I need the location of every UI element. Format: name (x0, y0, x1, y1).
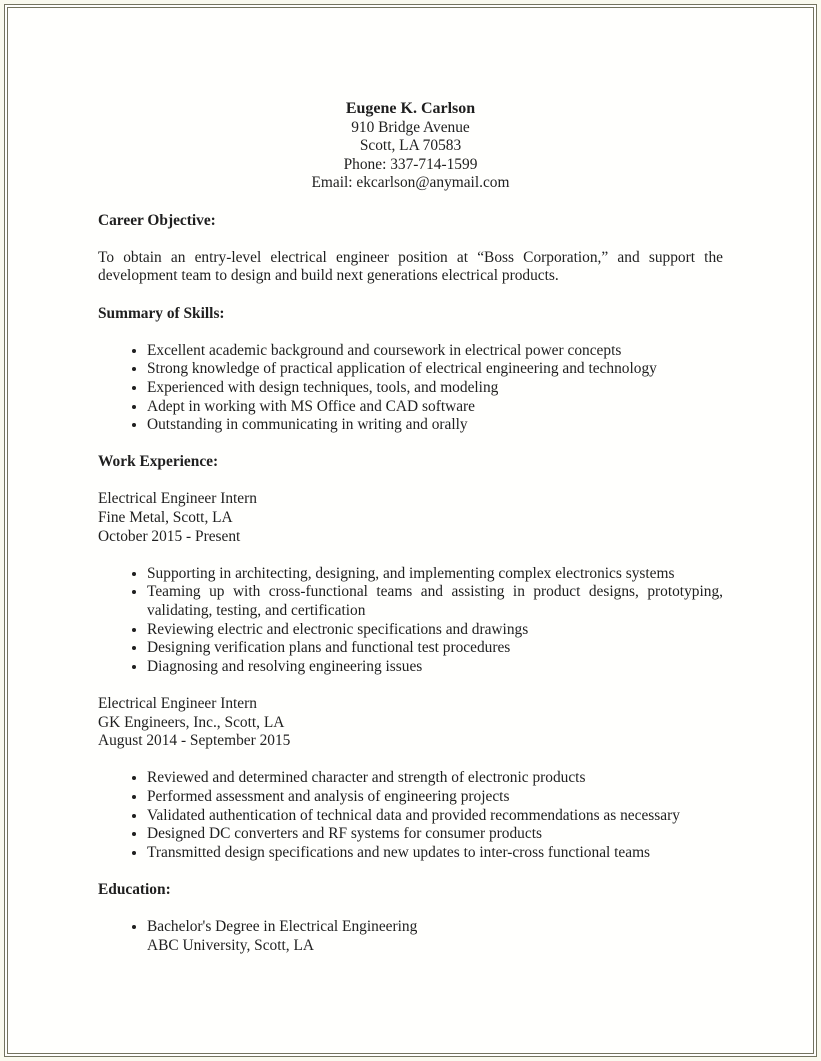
education-list (98, 918, 723, 955)
duty-item: • Designed DC converters and RF systems for consumer products (147, 825, 723, 844)
job-company: Fine Metal, Scott, LA (98, 509, 233, 527)
duty-item: • Designing verification plans and functional test procedures (147, 639, 723, 658)
education-school: ABC University, Scott, LA (147, 936, 315, 954)
job-dates: August 2014 - September 2015 (98, 732, 291, 750)
resume-page (4, 4, 817, 1057)
contact-header (98, 100, 723, 193)
education-degree: • Bachelor's Degree in Electrical Engineering (147, 918, 418, 936)
address-line-1: 910 Bridge Avenue (351, 118, 470, 136)
education-item (147, 918, 723, 955)
section-heading-career-objective: Career Objective: (98, 211, 216, 229)
job-title: Electrical Engineer Intern (98, 490, 257, 508)
skill-item: • Excellent academic background and coursework in electrical power concepts (147, 342, 723, 361)
career-objective-text: To obtain an entry-level electrical engineer position at “Boss Corporation,” and support the development team to design and build next generations electrical products. (98, 248, 723, 285)
duty-item: • Reviewed and determined character and strength of electronic products (147, 769, 723, 788)
duty-item: • Diagnosing and resolving engineering issues (147, 658, 723, 677)
skill-item: • Adept in working with MS Office and CAD software (147, 398, 723, 417)
section-heading-education: Education: (98, 880, 171, 898)
duty-item: • Teaming up with cross-functional teams and assisting in product designs, prototyping, validating, testing, and certification (147, 583, 723, 620)
job-title: Electrical Engineer Intern (98, 695, 257, 712)
address-line-2: Scott, LA 70583 (359, 137, 462, 155)
skills-list (98, 342, 723, 435)
skill-item: • Outstanding in communicating in writing and orally (147, 416, 723, 435)
email-line: Email: ekcarlson@anymail.com (311, 174, 510, 192)
duty-item: • Performed assessment and analysis of engineering projects (147, 788, 723, 807)
job-company: GK Engineers, Inc., Scott, LA (98, 713, 285, 731)
skill-item: • Strong knowledge of practical application of electrical engineering and technology (147, 360, 723, 379)
duty-item: • Transmitted design specifications and new updates to inter-cross functional teams (147, 844, 723, 863)
job-duties-list (98, 769, 723, 862)
section-heading-summary-of-skills: Summary of Skills: (98, 304, 225, 322)
skill-item: • Experienced with design techniques, tools, and modeling (147, 379, 723, 398)
job-header (98, 695, 723, 751)
candidate-name: Eugene K. Carlson (345, 100, 476, 117)
duty-item: • Validated authentication of technical data and provided recommendations as necessary (147, 807, 723, 826)
job-header (98, 490, 723, 546)
duty-item: • Reviewing electric and electronic specifications and drawings (147, 621, 723, 640)
phone-line: Phone: 337-714-1599 (343, 155, 478, 173)
job-duties-list (98, 565, 723, 677)
section-heading-work-experience: Work Experience: (98, 453, 219, 471)
duty-item: • Supporting in architecting, designing, and implementing complex electronics systems (147, 565, 723, 584)
job-dates: October 2015 - Present (98, 527, 241, 545)
